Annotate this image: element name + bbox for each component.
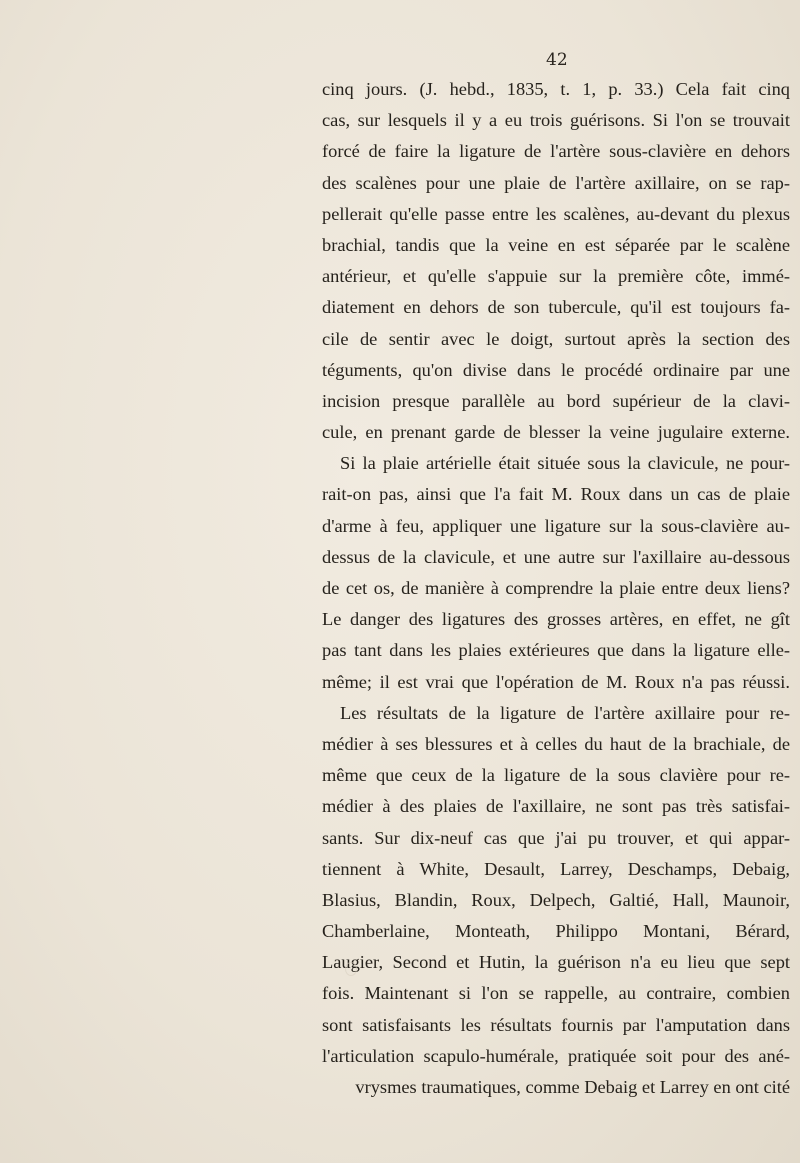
text-line: téguments, qu'on divise dans le procédé ordinaire par une (322, 359, 790, 380)
text-line: sont satisfaisants les résultats fournis par l'amputation dans (322, 1014, 790, 1035)
text-line: diatement en dehors de son tubercule, qu'il est toujours fa- (322, 297, 790, 318)
text-line: l'articulation scapulo-humérale, pratiquée soit pour des ané- (322, 1045, 790, 1066)
text-line: cile de sentir avec le doigt, surtout après la section des (322, 328, 790, 349)
text-line: brachial, tandis que la veine en est séparée par le scalène (322, 234, 790, 255)
text-line: sants. Sur dix-neuf cas que j'ai pu trouver, et qui appar- (322, 827, 790, 848)
text-line: vrysmes traumatiques, comme Debaig et Larrey en ont cité (355, 1077, 790, 1097)
text-line: même que ceux de la ligature de la sous clavière pour re- (322, 765, 790, 786)
text-line: médier à des plaies de l'axillaire, ne sont pas très satisfai- (322, 796, 790, 817)
text-line: cinq jours. (J. hebd., 1835, t. 1, p. 33.) Cela fait cinq (322, 79, 790, 99)
text-line: de cet os, de manière à comprendre la plaie entre deux liens? (322, 578, 790, 598)
text-line: dessus de la clavicule, et une autre sur l'axillaire au-dessous (322, 546, 790, 567)
text-line: fois. Maintenant si l'on se rappelle, au contraire, combien (322, 983, 790, 1004)
bleed-through-mark (345, 962, 357, 976)
text-line: Laugier, Second et Hutin, la guérison n'a eu lieu que sept (322, 952, 790, 973)
text-line: même; il est vrai que l'opération de M. Roux n'a pas réussi. (322, 671, 790, 692)
body-text (322, 74, 790, 1103)
text-line: pellerait qu'elle passe entre les scalènes, au-devant du plexus (322, 203, 790, 224)
text-line: d'arme à feu, appliquer une ligature sur la sous-clavière au- (322, 515, 790, 536)
text-line: cule, en prenant garde de blesser la veine jugulaire externe. (322, 422, 790, 443)
paragraph-start-line: Si la plaie artérielle était située sous la clavicule, ne pour- (340, 453, 790, 474)
text-line: Blasius, Blandin, Roux, Delpech, Galtié, Hall, Maunoir, (322, 889, 790, 910)
paragraph-start-line: Les résultats de la ligature de l'artère axillaire pour re- (340, 702, 790, 723)
text-line: incision presque parallèle au bord supérieur de la clavi- (322, 390, 790, 411)
text-line: des scalènes pour une plaie de l'artère axillaire, on se rap- (322, 172, 790, 193)
page-number: 42 (546, 50, 568, 70)
text-line: Chamberlaine, Monteath, Philippo Montani, Bérard, (322, 921, 790, 942)
text-line: forcé de faire la ligature de l'artère sous-clavière en dehors (322, 141, 790, 162)
text-line: tiennent à White, Desault, Larrey, Deschamps, Debaig, (322, 858, 790, 879)
text-line: antérieur, et qu'elle s'appuie sur la première côte, immé- (322, 266, 790, 287)
text-line: rait-on pas, ainsi que l'a fait M. Roux dans un cas de plaie (322, 484, 790, 505)
text-line: médier à ses blessures et à celles du haut de la brachiale, de (322, 733, 790, 754)
text-line: cas, sur lesquels il y a eu trois guérisons. Si l'on se trouvait (322, 110, 790, 131)
text-line: pas tant dans les plaies extérieures que dans la ligature elle- (322, 640, 790, 661)
text-line: Le danger des ligatures des grosses artères, en effet, ne gît (322, 609, 790, 630)
